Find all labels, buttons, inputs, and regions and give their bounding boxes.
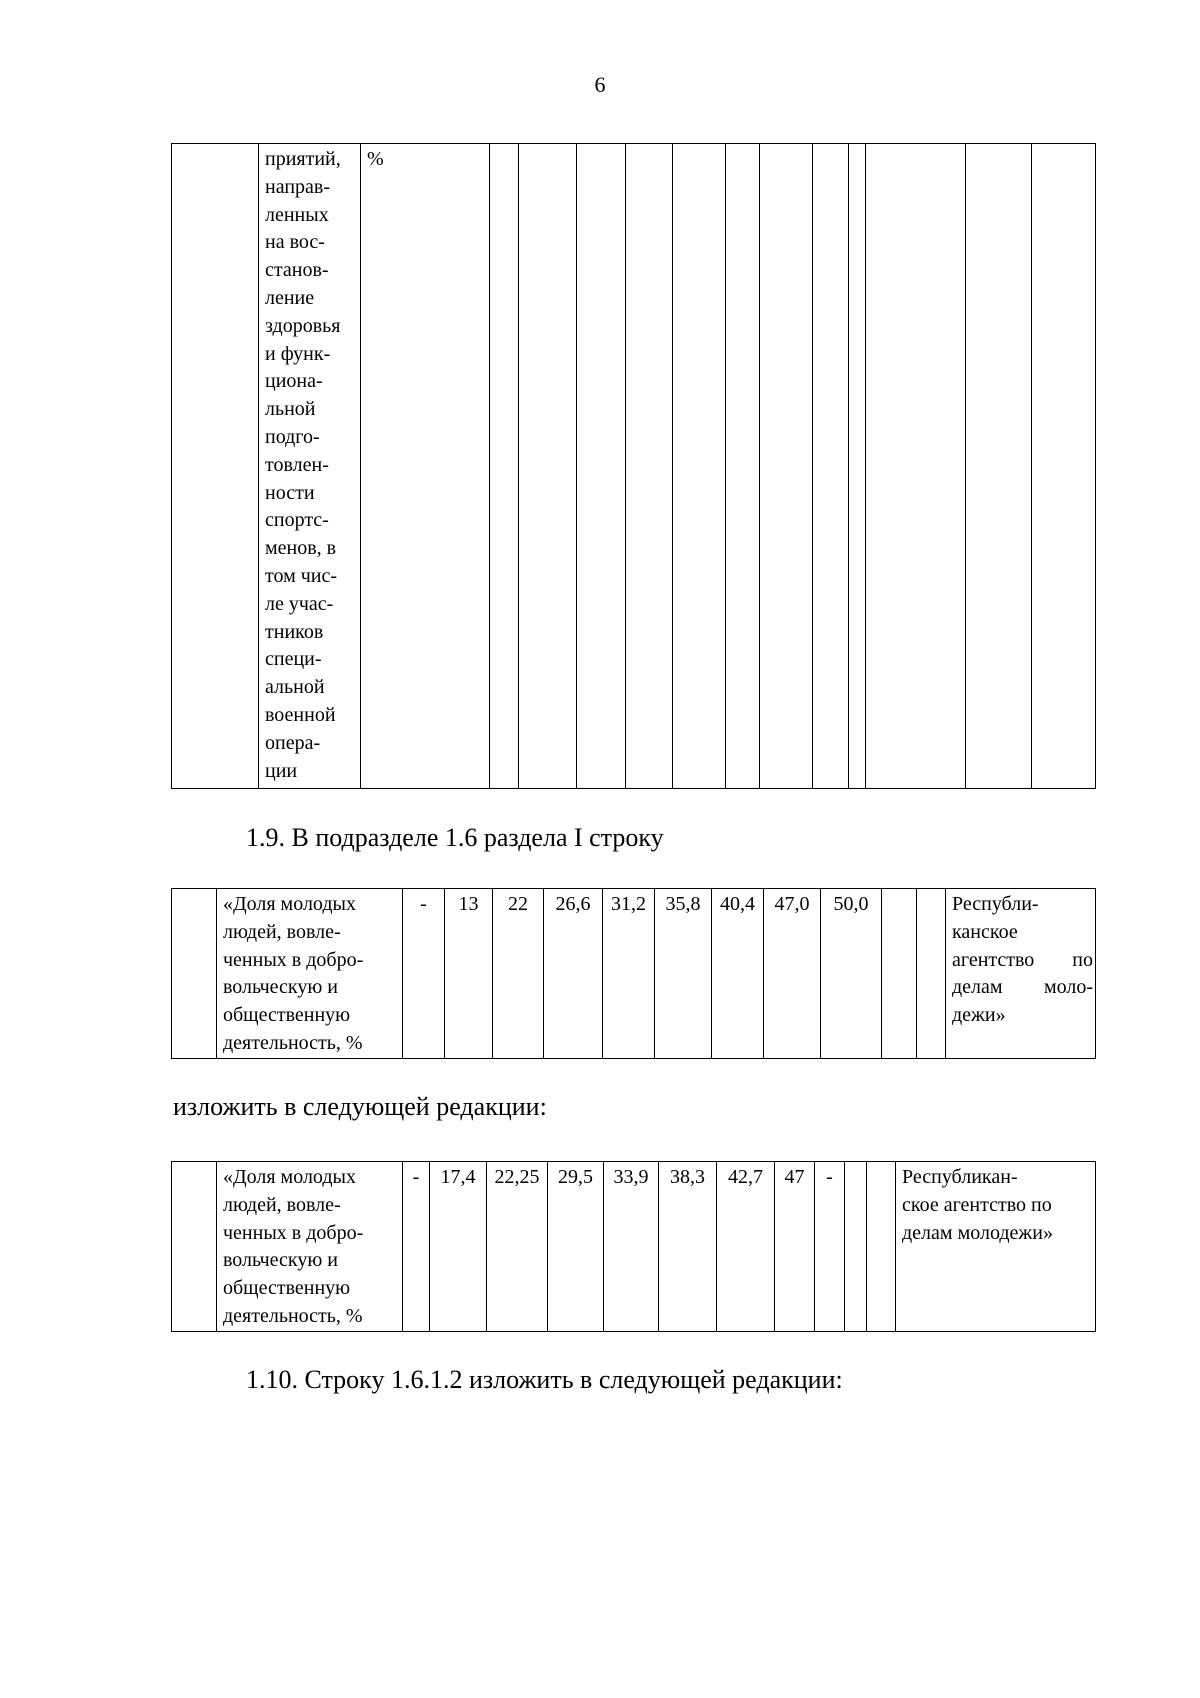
cell-indicator-name [217, 889, 403, 1059]
cell-value: - [815, 1162, 845, 1332]
name-line: ле учас- [265, 592, 334, 615]
name-line: станов- [265, 259, 329, 282]
cell-unit: % [361, 144, 490, 789]
cell-empty [966, 144, 1032, 789]
name-line: общественную [223, 1004, 351, 1027]
cell-responsible [946, 889, 1096, 1059]
cell-indicator-name [217, 1162, 403, 1332]
name-line: военной [265, 703, 336, 726]
cell-empty [626, 144, 673, 789]
name-line: ченных в добро- [223, 1221, 364, 1244]
cell-value: 33,9 [604, 1162, 659, 1332]
paragraph-1-10: 1.10. Строку 1.6.1.2 изложить в следующей редакции: [246, 1365, 843, 1394]
cell-value: 26,6 [544, 889, 603, 1059]
cell-empty [760, 144, 813, 789]
paragraph-edit-instruction: изложить в следующей редакции: [173, 1092, 547, 1121]
cell-value [882, 889, 917, 1059]
cell-value: 31,2 [603, 889, 655, 1059]
name-line: деятельность, % [223, 1031, 363, 1054]
cell-empty [1032, 144, 1096, 789]
cell-value: 38,3 [659, 1162, 717, 1332]
responsible-line: ское агентство по [902, 1193, 1052, 1216]
table-row [172, 144, 1096, 789]
cell-empty [849, 144, 866, 789]
name-line: ченных в добро- [223, 948, 364, 971]
cell-value [867, 1162, 896, 1332]
page-number: 6 [594, 72, 606, 97]
cell-value: 17,4 [430, 1162, 487, 1332]
cell-value [845, 1162, 867, 1332]
name-line: тников [265, 620, 324, 643]
cell-number [172, 889, 217, 1059]
name-line: ции [265, 759, 298, 782]
name-line: опера- [265, 731, 321, 754]
cell-value: 47 [775, 1162, 815, 1332]
name-line: людей, вовле- [223, 920, 341, 943]
table-continuation [171, 143, 1096, 789]
name-line: циона- [265, 370, 323, 393]
cell-value: 35,8 [655, 889, 712, 1059]
cell-value: - [403, 889, 445, 1059]
name-line: здоровья [265, 314, 341, 337]
name-line: на вос- [265, 231, 325, 254]
cell-value: 29,5 [548, 1162, 604, 1332]
name-line: «Доля молодых [223, 893, 356, 915]
cell-empty [726, 144, 760, 789]
name-line: товлен- [265, 453, 329, 476]
name-line: деятельность, % [223, 1304, 363, 1327]
cell-number [172, 144, 259, 789]
cell-empty [577, 144, 626, 789]
responsible-line: Республикан- [902, 1166, 1018, 1188]
table-row [172, 1162, 1096, 1332]
responsible-line: агентство по [952, 948, 1093, 971]
responsible-line: канское [952, 920, 1018, 943]
cell-responsible [896, 1162, 1096, 1332]
name-line: специ- [265, 648, 322, 671]
table-new-row [171, 1161, 1096, 1332]
cell-empty [866, 144, 966, 789]
name-line: людей, вовле- [223, 1193, 341, 1216]
cell-value: 22 [493, 889, 544, 1059]
cell-value: 47,0 [764, 889, 821, 1059]
name-line: вольческую и [223, 1249, 339, 1272]
responsible-line: делам молодежи» [902, 1221, 1053, 1244]
name-line: подго- [265, 425, 320, 448]
cell-value: - [403, 1162, 430, 1332]
name-line: «Доля молодых [223, 1166, 356, 1188]
cell-value: 22,25 [487, 1162, 548, 1332]
name-line: ности [265, 481, 315, 504]
name-line: общественную [223, 1277, 351, 1300]
responsible-line: делам моло- [952, 976, 1093, 999]
name-line: спортс- [265, 509, 329, 532]
cell-value: 13 [445, 889, 493, 1059]
name-line: вольческую и [223, 976, 339, 999]
cell-value [917, 889, 946, 1059]
cell-empty [813, 144, 849, 789]
name-line: том чис- [265, 564, 338, 587]
name-line: ление [265, 286, 315, 309]
responsible-line: Республи- [952, 893, 1039, 915]
name-line: альной [265, 676, 325, 699]
cell-empty [490, 144, 519, 789]
cell-value: 50,0 [821, 889, 882, 1059]
cell-value: 42,7 [717, 1162, 775, 1332]
cell-empty [673, 144, 726, 789]
paragraph-1-9: 1.9. В подразделе 1.6 раздела I строку [246, 823, 664, 852]
table-current-row [171, 888, 1096, 1059]
name-line: и функ- [265, 342, 331, 365]
table-row [172, 889, 1096, 1059]
name-line: льной [265, 398, 316, 421]
cell-indicator-name [259, 144, 361, 789]
name-line: приятий, [265, 148, 341, 170]
cell-value: 40,4 [712, 889, 764, 1059]
name-line: ленных [265, 203, 329, 226]
name-line: менов, в [265, 537, 337, 560]
cell-empty [519, 144, 577, 789]
name-line: направ- [265, 175, 330, 198]
responsible-line: дежи» [952, 1004, 1006, 1027]
cell-number [172, 1162, 217, 1332]
